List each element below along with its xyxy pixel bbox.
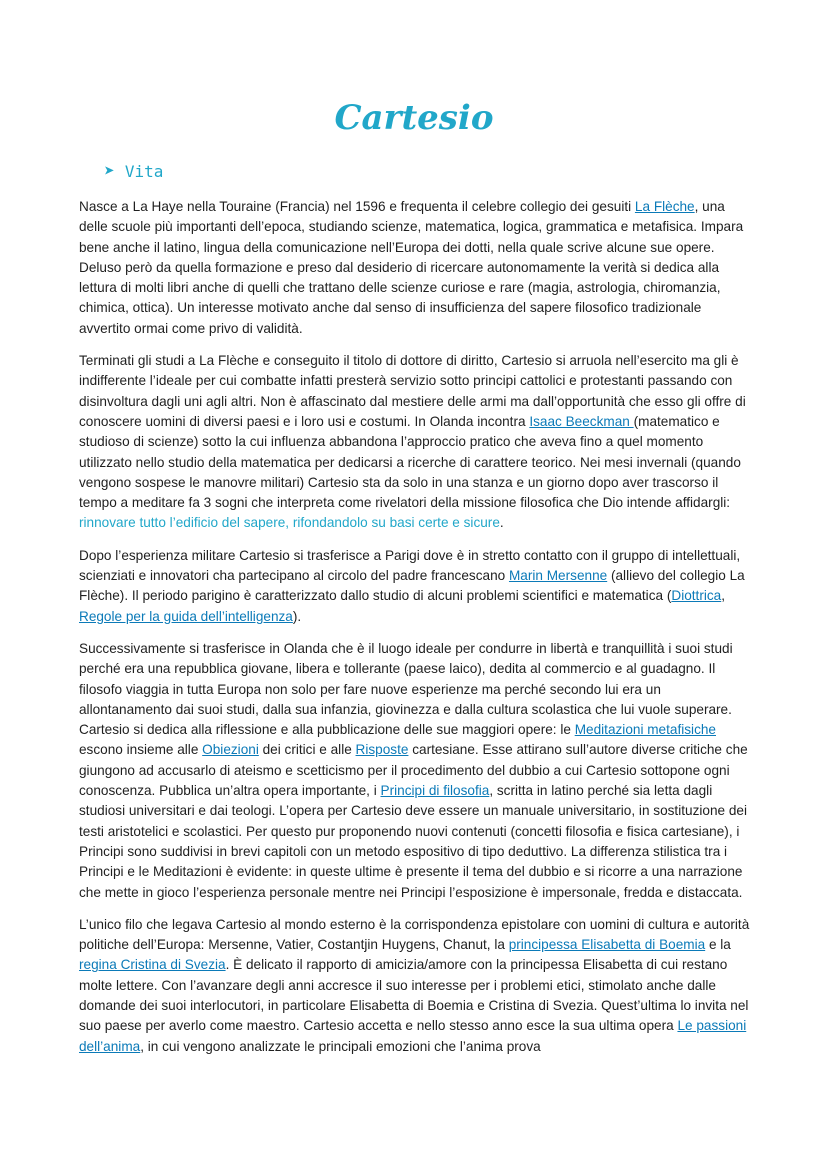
paragraph-text: dei critici e alle: [258, 742, 356, 758]
document-body: [79, 197, 753, 1069]
paragraph-text: (matematico e studioso di scienze) sotto la cui influenza abbandona l’approccio pratico che aveva fino a quel momento utilizzato nello studio della matematica per dedicarsi a ricerche di carattere teorico. Nei mesi invernali (quando vengono sospese le manovre militari) Cartesio sta da solo in una stanza e un giorno dopo aver trascorso il tempo a meditare fa 3 sogni che interpreta come rivelatori della missione filosofica che Dio intende affidargli:: [79, 413, 741, 511]
paragraph: [79, 351, 753, 534]
paragraph-text: , scritta in latino perché sia letta dagli studiosi universitari e dai teologi. L’opera per Cartesio deve essere un manuale universitario, in sostituzione dei testi aristotelici e scolastici. Per questo pur proponendo nuovi contenuti (concetti filosofia e fisica cartesiane), i Principi sono suddivisi in brevi capitoli con un metodo espositivo di tipo deduttivo. La differenza stilistica tra i Principi e le Meditazioni è evidente: in queste ultime è presente il tema del dubbio e si ricorre a una narrazione che mette in gioco l’esperienza personale mentre nei Principi l’esposizione è impersonale, fredda e distaccata.: [79, 783, 747, 900]
paragraph-text: , in cui vengono analizzate le principali emozioni che l’anima prova: [140, 1038, 541, 1054]
text-link[interactable]: principessa Elisabetta di Boemia: [508, 937, 706, 953]
text-link[interactable]: Obiezioni: [202, 742, 259, 758]
text-link[interactable]: Le passioni dell’anima: [79, 1018, 747, 1054]
paragraph-text: Dopo l’esperienza militare Cartesio si trasferisce a Parigi dove è in stretto contatto con il gruppo di intellettuali, scienziati e innovatori cha partecipano al circolo del padre francescano: [79, 547, 741, 584]
paragraph: [79, 639, 753, 903]
text-link[interactable]: Risposte: [355, 742, 409, 758]
arrow-bullet-icon: ➤: [104, 160, 115, 182]
paragraph: [79, 546, 753, 627]
text-link[interactable]: Meditazioni metafisiche: [574, 722, 716, 738]
highlighted-text: rinnovare tutto l’edificio del sapere, rifondandolo su basi certe e sicure: [79, 515, 500, 531]
text-link[interactable]: La Flèche: [634, 199, 695, 214]
section-heading-label: Vita: [124, 162, 164, 181]
paragraph-text: ).: [292, 608, 302, 624]
paragraph-text: cartesiane. Esse attirano sull’autore diverse critiche che giungono ad accusarlo di ateismo e scetticismo per il procedimento del dubbio a cui Cartesio sottopone ogni conoscenza. Pubblica un’altra opera importante, i: [79, 742, 748, 799]
text-link[interactable]: Diottrica: [671, 588, 722, 604]
paragraph-text: ,: [721, 588, 726, 604]
paragraph-text: e la: [705, 937, 731, 953]
paragraph-text: .: [499, 515, 504, 531]
text-link[interactable]: Isaac Beeckman: [529, 413, 634, 429]
text-link[interactable]: Regole per la guida dell’intelligenza: [79, 608, 293, 624]
paragraph-text: Nasce a La Haye nella Touraine (Francia) nel 1596 e frequenta il celebre collegio dei gesuiti: [79, 199, 635, 214]
text-link[interactable]: Marin Mersenne: [508, 568, 608, 584]
paragraph-text: (allievo del collegio La Flèche). Il periodo parigino è caratterizzato dallo studio di alcuni problemi scientifici e matematica (: [79, 568, 745, 604]
paragraph-text: , una delle scuole più importanti dell’epoca, studiando scienze, matematica, logica, grammatica e metafisica. Impara bene anche il latino, lingua della comunicazione nell’Europa dei dotti, nella quale scrive alcune sue opere. Deluso però da quella formazione e preso dal desiderio di ricercare autonomamente la verità si dedica alla lettura di molti libri anche di quelli che trattano delle scienze curiose e rare (magia, astrologia, chiromanzia, chimica, ottica). Un interesse motivato anche dal senso di insufficienza del sapere filosofico tradizionale avvertito ormai come privo di validità.: [79, 199, 744, 336]
text-link[interactable]: regina Cristina di Svezia: [79, 957, 226, 973]
paragraph-text: Terminati gli studi a La Flèche e conseguito il titolo di dottore di diritto, Cartesio si arruola nell’esercito ma gli è indifferente l’ideale per cui combatte infatti presterà servizio sotto principi cattolici e protestanti passando con disinvoltura dagli uni agli altri. Non è affascinato dal mestiere delle armi ma dall’opportunità che esso gli offre di conoscere uomini di diversi paesi e i loro usi e costumi. In Olanda incontra: [79, 353, 746, 429]
text-link[interactable]: Principi di filosofia: [380, 783, 490, 799]
paragraph-text: escono insieme alle: [79, 742, 203, 758]
paragraph-text: L’unico filo che legava Cartesio al mondo esterno è la corrispondenza epistolare con uomini di cultura e autorità politiche dell’Europa: Mersenne, Vatier, Costantjin Huygens, Chanut, la: [79, 916, 750, 953]
paragraph-text: . È delicato il rapporto di amicizia/amore con la principessa Elisabetta di cui restano molte lettere. Con l’avanzare degli anni accresce il suo interesse per i problemi etici, stimolato anche dalle domande dei suoi interlocutori, in particolare Elisabetta di Boemia e Cristina di Svezia. Quest’ultima lo invita nel suo paese per averlo come maestro. Cartesio accetta e nello stesso anno esce la sua ultima opera: [79, 957, 749, 1034]
page-title: Cartesio: [334, 98, 494, 138]
paragraph: [79, 197, 753, 339]
paragraph: [79, 915, 753, 1057]
paragraph-text: Successivamente si trasferisce in Olanda che è il luogo ideale per condurre in libertà e tranquillità i suoi studi perché era una repubblica giovane, libera e tollerante (paese laico), dedita al commercio e al guadagno. Il filosofo viaggia in tutta Europa non solo per fare nuove esperienze ma perché secondo lui era un allontanamento dai suoi studi, dalla sua infanzia, giovinezza e dalla cultura scolastica che lui vuole superare. Cartesio si dedica alla riflessione e alla pubblicazione delle sue maggiori opere: le: [79, 640, 733, 738]
section-heading: [104, 162, 163, 181]
